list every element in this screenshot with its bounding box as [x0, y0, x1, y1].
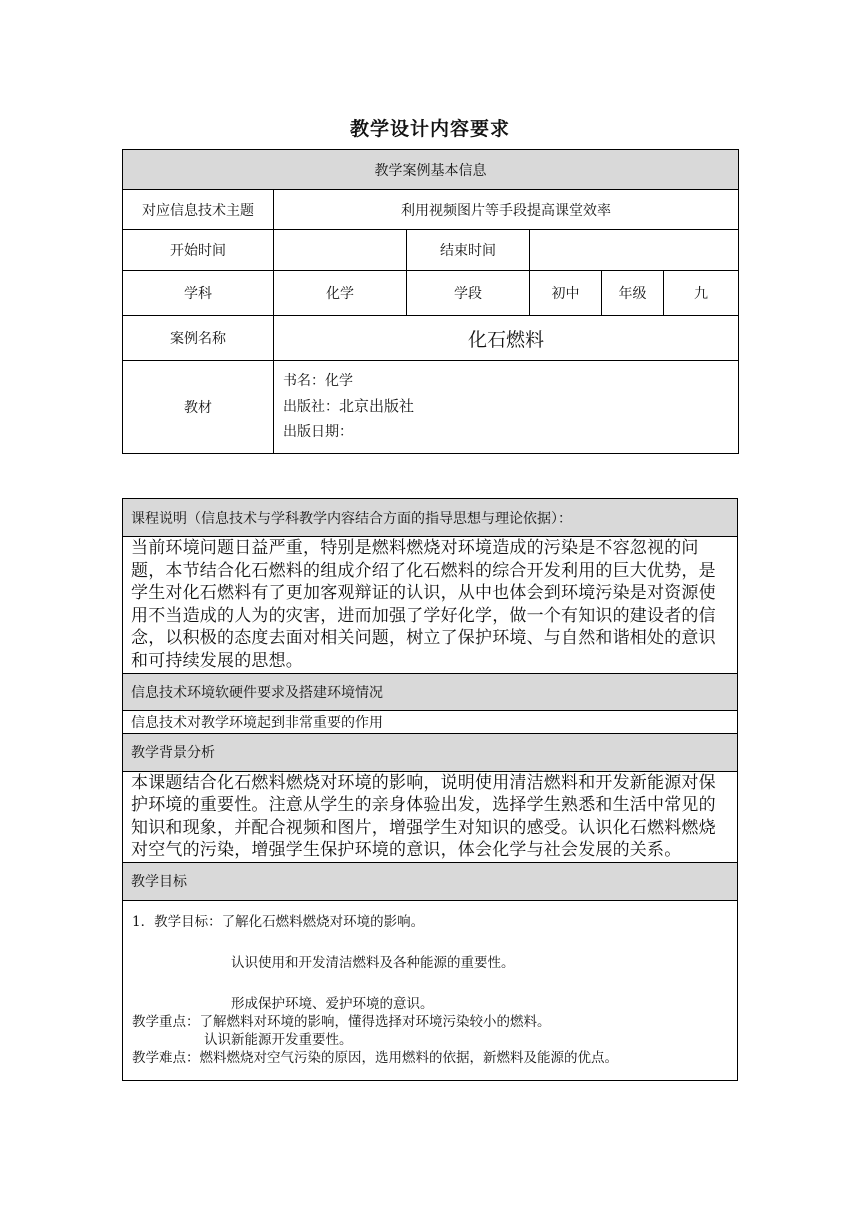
environment-label: 信息技术环境软硬件要求及搭建环境情况 [123, 673, 738, 710]
course-description-label: 课程说明（信息技术与学科教学内容结合方面的指导思想与理论依据）： [123, 499, 738, 537]
course-description-text: 当前环境问题日益严重，特别是燃料燃烧对环境造成的污染是不容忽视的问题，本节结合化石燃料的组成介绍了化石燃料的综合开发利用的巨大优势，是学生对化石燃料有了更加客观辩证的认识，从中也体会到环境污染是对资源使用不当造成的人为的灾害，进而加强了学好化学，做一个有知识的建设者的信念，以积极的态度去面对相关问题，树立了保护环境、与自然和谐相处的意识和可持续发展的思想。 [123, 537, 738, 674]
background-label: 教学背景分析 [123, 733, 738, 771]
end-time-value [530, 230, 739, 271]
publisher-prefix: 出版社： [283, 399, 339, 415]
basic-info-header: 教学案例基本信息 [123, 150, 739, 190]
grade-label: 年级 [602, 271, 664, 316]
stage-label: 学段 [407, 271, 530, 316]
end-time-label: 结束时间 [407, 230, 530, 271]
textbook-info [274, 361, 739, 454]
environment-text: 信息技术对教学环境起到非常重要的作用 [123, 710, 738, 733]
subject-label: 学科 [123, 271, 274, 316]
topic-label: 对应信息技术主题 [123, 190, 274, 230]
topic-value: 利用视频图片等手段提高课堂效率 [274, 190, 739, 230]
stage-value: 初中 [530, 271, 602, 316]
difficulty-point: 教学难点：燃料燃烧对空气污染的原因，选用燃料的依据，新燃料及能源的优点。 [132, 1050, 618, 1067]
teaching-design-table [122, 498, 738, 1081]
goal-3: 形成保护环境、爱护环境的意识。 [231, 996, 434, 1013]
background-text: 本课题结合化石燃料燃烧对环境的影响，说明使用清洁燃料和开发新能源对保护环境的重要性。注意从学生的亲身体验出发，选择学生熟悉和生活中常见的知识和现象，并配合视频和图片，增强学生对知识的感受。认识化石燃料燃烧对空气的污染，增强学生保护环境的意识，体会化学与社会发展的关系。 [123, 771, 738, 862]
goal-2: 认识使用和开发清洁燃料及各种能源的重要性。 [231, 955, 515, 972]
key-point-2: 认识新能源开发重要性。 [204, 1032, 353, 1049]
goals-content [123, 900, 738, 1080]
document-title: 教学设计内容要求 [349, 118, 510, 140]
goals-label: 教学目标 [123, 862, 738, 900]
grade-value: 九 [664, 271, 739, 316]
basic-info-table [122, 149, 739, 454]
case-name-value: 化石燃料 [274, 316, 739, 361]
goal-1: 1．教学目标：了解化石燃料燃烧对环境的影响。 [132, 914, 425, 931]
start-time-value [274, 230, 407, 271]
textbook-label: 教材 [123, 361, 274, 454]
case-name-label: 案例名称 [123, 316, 274, 361]
publisher-line [283, 394, 738, 420]
key-point: 教学重点：了解燃料对环境的影响，懂得选择对环境污染较小的燃料。 [132, 1014, 551, 1031]
start-time-label: 开始时间 [123, 230, 274, 271]
book-name: 书名：化学 [283, 373, 353, 389]
publisher-name: 北京出版社 [339, 397, 415, 415]
publish-date: 出版日期： [283, 424, 353, 440]
subject-value: 化学 [274, 271, 407, 316]
